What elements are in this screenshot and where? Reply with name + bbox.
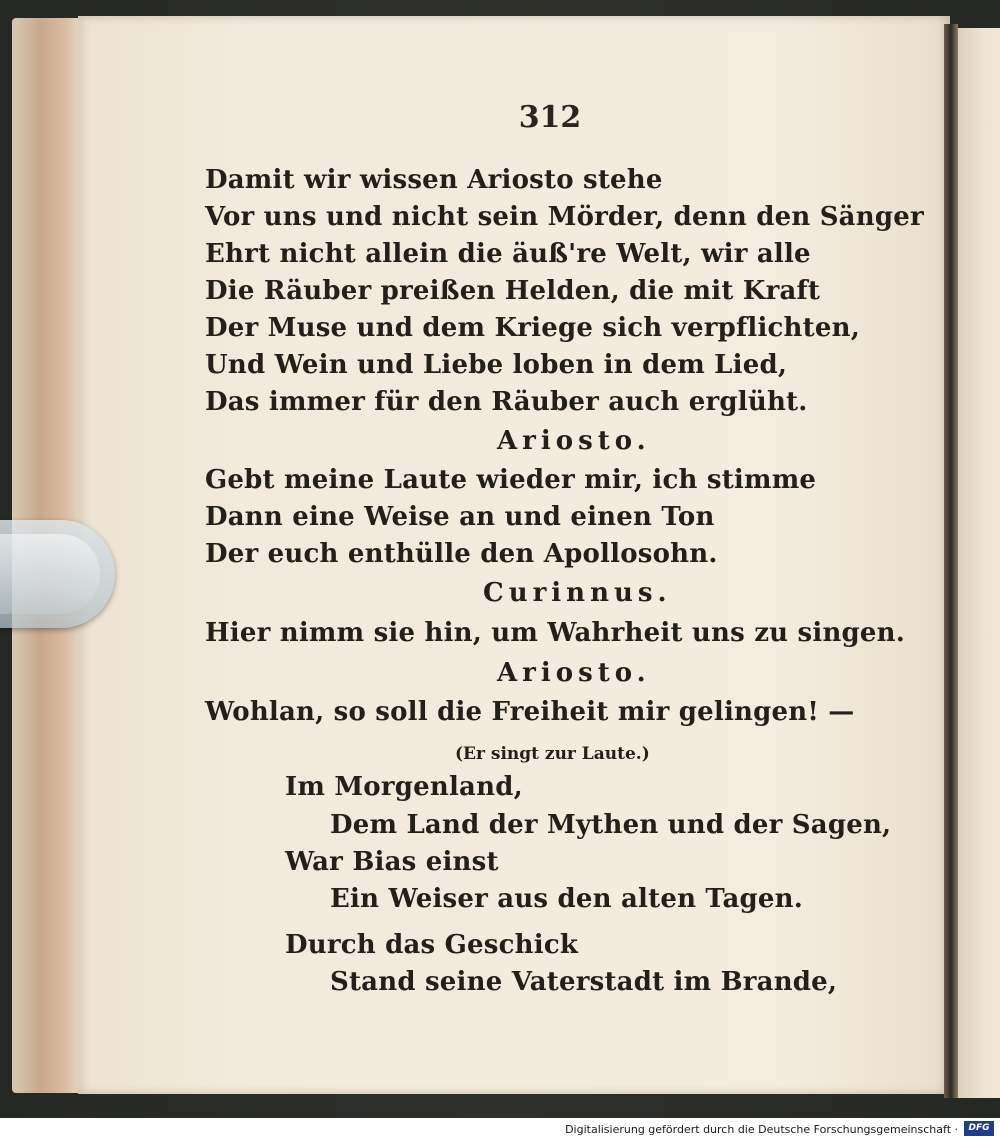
verse-line: Die Räuber preißen Helden, die mit Kraft <box>205 276 821 306</box>
song-line: Dem Land der Mythen und der Sagen, <box>330 810 892 840</box>
verse-line: Hier nimm sie hin, um Wahrheit uns zu singen. <box>205 618 906 648</box>
verse-line: Vor uns und nicht sein Mörder, denn den Sänger <box>205 202 924 232</box>
song-line: Stand seine Vaterstadt im Brande, <box>330 967 838 997</box>
digitization-footer <box>0 1118 1000 1141</box>
verse-line: Gebt meine Laute wieder mir, ich stimme <box>205 465 817 495</box>
song-line: Ein Weiser aus den alten Tagen. <box>330 884 804 914</box>
page-number: 312 <box>518 100 582 135</box>
song-line: Durch das Geschick <box>285 930 579 960</box>
verse-line: Der Muse und dem Kriege sich verpflichten, <box>205 313 860 343</box>
page-clip-highlight <box>0 534 100 614</box>
speaker-name: Ariosto. <box>497 658 651 688</box>
verse-line: Dann eine Weise an und einen Ton <box>205 502 715 532</box>
book-gutter <box>944 24 958 1098</box>
verse-line: Damit wir wissen Ariosto stehe <box>205 165 663 195</box>
facing-page <box>955 28 1000 1098</box>
verse-line: Ehrt nicht allein die äuß're Welt, wir alle <box>205 239 811 269</box>
verse-line: Und Wein und Liebe loben in dem Lied, <box>205 350 788 380</box>
stage-direction: (Er singt zur Laute.) <box>455 744 650 764</box>
footer-credit: Digitalisierung gefördert durch die Deutsche Forschungsgemeinschaft · <box>565 1123 958 1136</box>
song-line: Im Morgenland, <box>285 772 523 802</box>
verse-line: Wohlan, so soll die Freiheit mir gelingen! — <box>205 697 855 727</box>
verse-line: Der euch enthülle den Apollosohn. <box>205 539 718 569</box>
dfg-logo: DFG <box>964 1121 994 1136</box>
verse-line: Das immer für den Räuber auch erglüht. <box>205 387 808 417</box>
speaker-name: Curinnus. <box>483 578 672 608</box>
speaker-name: Ariosto. <box>497 426 651 456</box>
song-line: War Bias einst <box>285 847 499 877</box>
